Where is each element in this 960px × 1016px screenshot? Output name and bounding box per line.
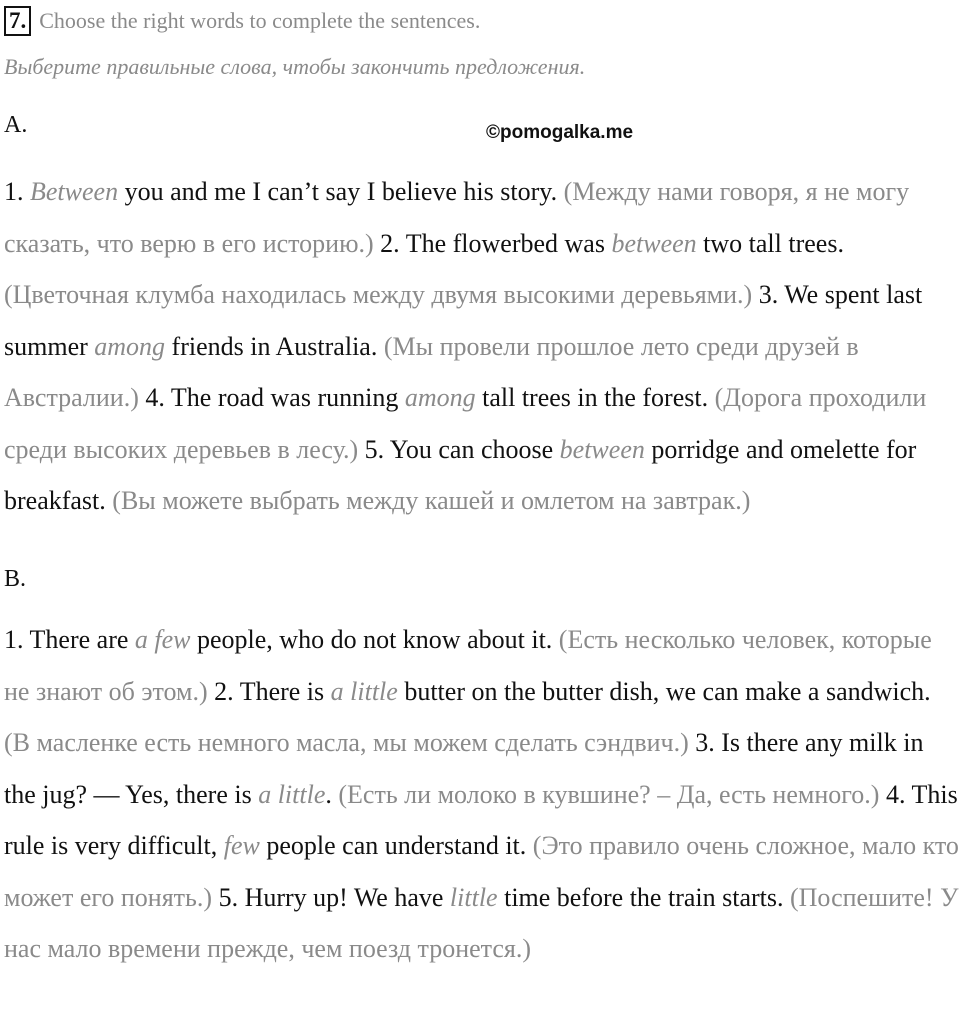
- answer-word: between: [559, 434, 645, 464]
- sentence-text: This rule is very difficult,: [4, 779, 958, 860]
- translation: (Дорога проходили среди высоких деревьев в лесу.): [4, 383, 927, 464]
- sentence-number: 3.: [688, 728, 722, 757]
- sentence-text: Hurry up! We have: [244, 882, 450, 912]
- translation: (Мы провели прошлое лето среди друзей в Австралии.): [4, 331, 859, 412]
- sentence-text: We spent last summer: [4, 280, 923, 361]
- sentence-text: There is: [239, 676, 331, 706]
- answer-word: Between: [30, 177, 119, 206]
- sentence-text: The road was running: [170, 383, 405, 412]
- answer-word: between: [611, 228, 697, 258]
- translation: (В масленке есть немного масла, мы можем сделать сэндвич.): [4, 728, 689, 757]
- answer-word: among: [94, 331, 166, 361]
- sentence-number: 2.: [373, 228, 406, 258]
- section-b-paragraph: [4, 614, 960, 975]
- sentence-number: 1.: [4, 177, 30, 206]
- sentence-text: tall trees in the forest.: [475, 383, 715, 412]
- sentence-text: The flowerbed was: [405, 228, 612, 258]
- translation: (Вы можете выбрать между кашей и омлетом на завтрак.): [112, 486, 751, 515]
- sentence-text: Is there any milk in the jug? — Yes, there is: [4, 728, 924, 809]
- task-title: Choose the right words to complete the sentences.: [39, 8, 481, 33]
- sentence-number: 3.: [752, 280, 785, 309]
- answer-word: among: [404, 383, 476, 412]
- sentence-text: There are: [29, 625, 135, 654]
- sentence-text: time before the train starts.: [497, 882, 790, 912]
- translation: (Это правило очень сложное, мало кто может его понять.): [4, 831, 959, 912]
- watermark: ©pomogalka.me: [486, 122, 634, 143]
- sentence-text: You can choose: [389, 434, 560, 464]
- section-b-label: B.: [4, 566, 27, 592]
- sentence-number: 2.: [207, 676, 240, 706]
- task-header: [4, 4, 480, 38]
- sentence-number: 4.: [138, 383, 171, 412]
- sentence-text: people, who do not know about it.: [190, 625, 559, 654]
- task-number: 7.: [4, 6, 31, 36]
- sentence-text: porridge and omelette for breakfast.: [4, 434, 917, 515]
- answer-word: a little: [330, 676, 398, 706]
- translation: (Есть ли молоко в кувшине? – Да, есть немного.): [338, 779, 880, 809]
- translation: (Поспешите! У нас мало времени прежде, чем поезд тронется.): [4, 882, 959, 963]
- translation: (Между нами говоря, я не могу сказать, что верю в его историю.): [4, 177, 910, 258]
- sentence-number: 5.: [212, 882, 245, 912]
- section-a-paragraph: [4, 166, 960, 527]
- task-subtitle: Выберите правильные слова, чтобы закончить предложения.: [4, 54, 586, 79]
- answer-word: few: [223, 831, 260, 860]
- sentence-number: 4.: [879, 779, 912, 809]
- sentence-number: 5.: [358, 434, 390, 464]
- sentence-text: you and me I can’t say I believe his story.: [118, 177, 564, 206]
- sentence-text: friends in Australia.: [165, 331, 384, 361]
- sentence-text: butter on the butter dish, we can make a sandwich.: [397, 676, 931, 706]
- section-a-label: A.: [4, 112, 28, 138]
- sentence-text: .: [325, 779, 339, 809]
- sentence-text: people can understand it.: [259, 831, 533, 860]
- answer-word: a little: [258, 779, 326, 809]
- answer-word: a few: [134, 625, 191, 654]
- translation: (Цветочная клумба находилась между двумя высокими деревьями.): [4, 280, 753, 309]
- translation: (Есть несколько человек, которые не знают об этом.): [4, 625, 932, 706]
- sentence-text: two tall trees.: [696, 228, 844, 258]
- answer-word: little: [449, 882, 498, 912]
- sentence-number: 1.: [4, 625, 30, 654]
